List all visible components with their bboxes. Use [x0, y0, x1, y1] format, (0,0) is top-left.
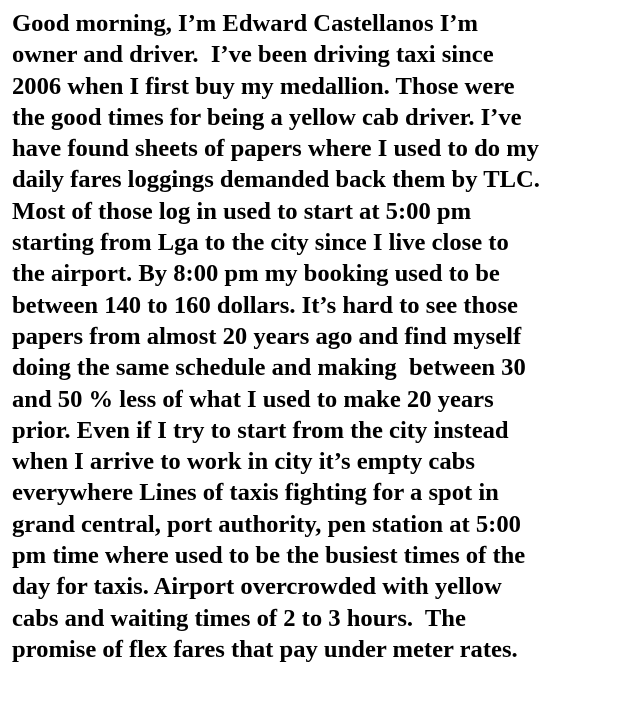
text-line: when I arrive to work in city it’s empty cabs	[12, 448, 475, 476]
text-line: Good morning, I’m Edward Castellanos I’m	[12, 10, 478, 37]
text-line: papers from almost 20 years ago and find myself	[12, 322, 522, 350]
text-line: prior. Even if I try to start from the city instead	[12, 416, 509, 444]
text-line: the airport. By 8:00 pm my booking used to be	[12, 260, 500, 288]
text-line: daily fares loggings demanded back them by TLC.	[12, 166, 540, 194]
text-line: the good times for being a yellow cab driver. I’ve	[12, 103, 522, 131]
text-line: grand central, port authority, pen station at 5:00	[12, 510, 521, 538]
text-line: owner and driver. I’ve been driving taxi since	[12, 41, 494, 69]
text-line: everywhere Lines of taxis fighting for a spot in	[12, 479, 499, 507]
text-line: Most of those log in used to start at 5:00 pm	[12, 197, 472, 225]
text-line: between 140 to 160 dollars. It’s hard to see those	[12, 291, 518, 319]
text-line: day for taxis. Airport overcrowded with yellow	[12, 573, 502, 601]
text-line: promise of flex fares that pay under meter rates.	[12, 635, 518, 663]
text-line: pm time where used to be the busiest times of the	[12, 542, 526, 570]
text-line: cabs and waiting times of 2 to 3 hours. The	[12, 604, 466, 632]
text-line: and 50 % less of what I used to make 20 years	[12, 385, 494, 413]
text-line: doing the same schedule and making between 30	[12, 354, 526, 382]
text-line: have found sheets of papers where I used to do my	[12, 135, 539, 163]
text-line: starting from Lga to the city since I live close to	[12, 229, 509, 257]
testimony-paragraph	[12, 8, 627, 665]
text-line: 2006 when I first buy my medallion. Those were	[12, 72, 515, 100]
